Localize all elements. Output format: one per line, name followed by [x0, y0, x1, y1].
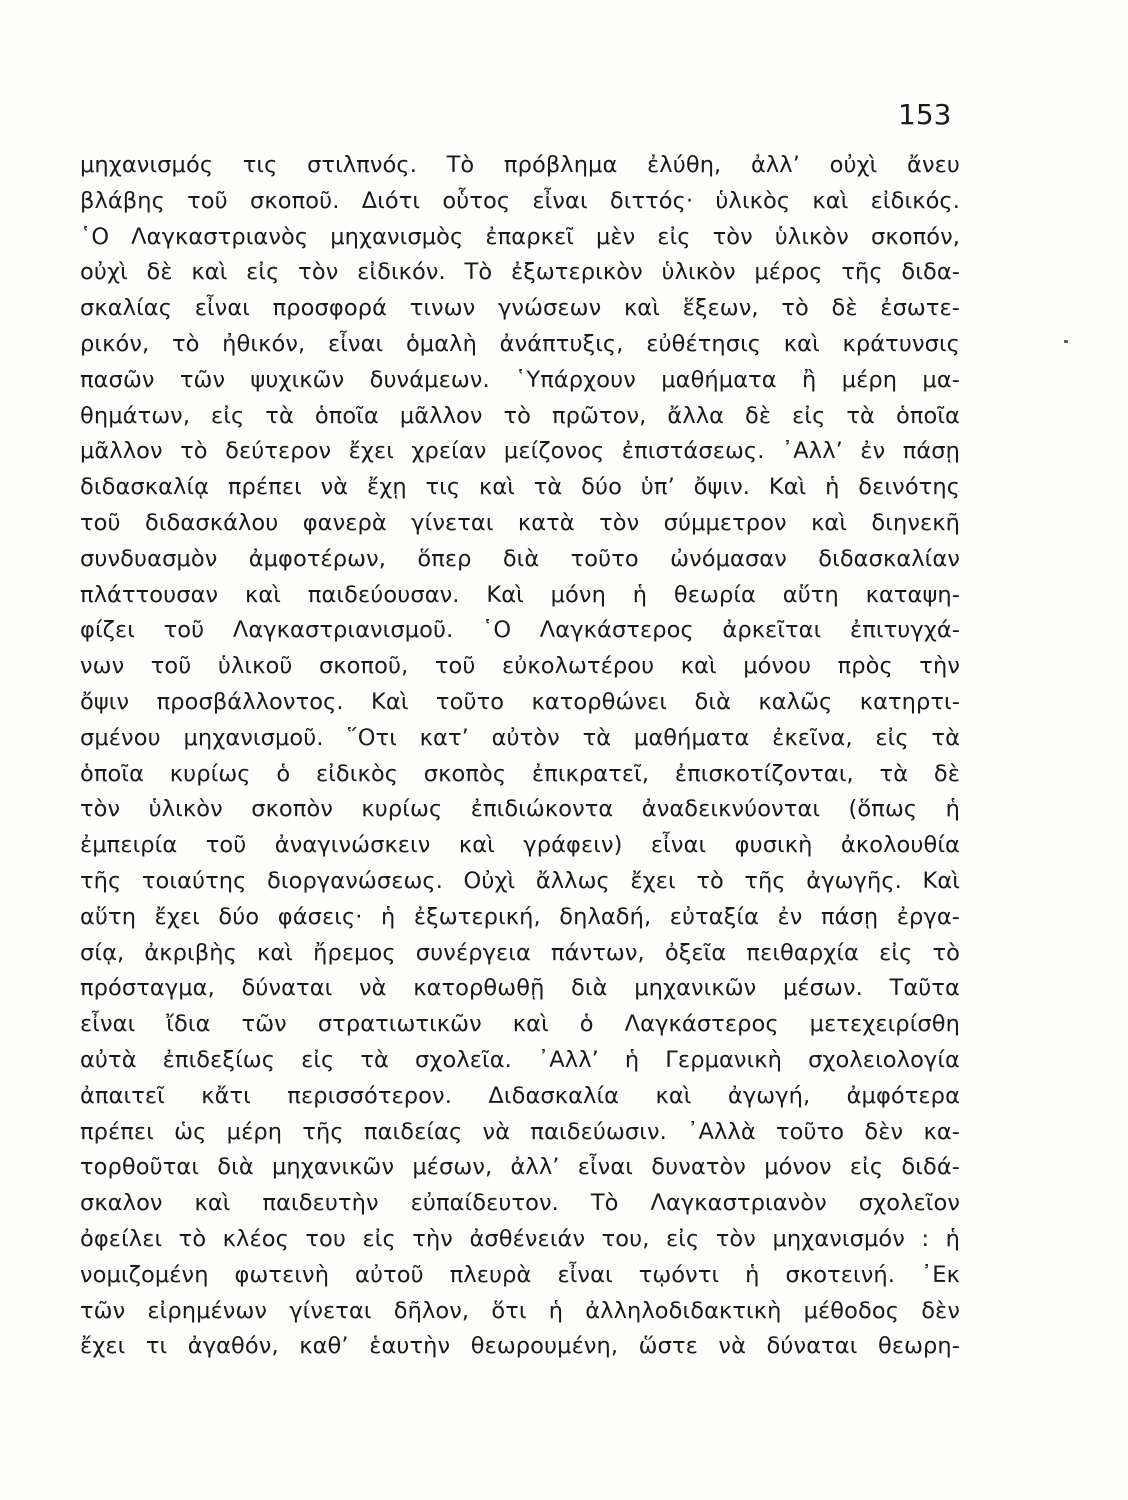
text-line: νων τοῦ ὑλικοῦ σκοποῦ, τοῦ εὐκολωτέρου καὶ μόνου πρὸς τὴν [80, 653, 960, 680]
text-line: ὀφείλει τὸ κλέος του εἰς τὴν ἀσθένειάν του, εἰς τὸν μηχανισμόν : ἡ [80, 1225, 960, 1252]
text-line: σκαλον καὶ παιδευτὴν εὐπαίδευτον. Τὸ Λαγκαστριανὸν σχολεῖον [80, 1190, 960, 1217]
body-text [80, 148, 960, 1365]
text-line: πρόσταγμα, δύναται νὰ κατορθωθῇ διὰ μηχανικῶν μέσων. Ταῦτα [80, 975, 960, 1002]
text-line: ἀπαιτεῖ κἄτι περισσότερον. Διδασκαλία καὶ ἀγωγή, ἀμφότερα [80, 1082, 960, 1109]
text-line: οὐχὶ δὲ καὶ εἰς τὸν εἰδικόν. Τὸ ἐξωτερικὸν ὑλικὸν μέρος τῆς διδα- [80, 259, 960, 286]
text-line: ρικόν, τὸ ἠθικόν, εἶναι ὁμαλὴ ἀνάπτυξις, εὐθέτησις καὶ κράτυνσις [80, 330, 960, 357]
page-number: 153 [898, 98, 952, 131]
text-line: ὁποῖα κυρίως ὁ εἰδικὸς σκοπὸς ἐπικρατεῖ, ἐπισκοτίζονται, τὰ δὲ [80, 760, 960, 787]
text-line: φίζει τοῦ Λαγκαστριανισμοῦ. ῾Ο Λαγκάστερος ἀρκεῖται ἐπιτυγχά- [80, 617, 960, 644]
text-line: πασῶν τῶν ψυχικῶν δυνάμεων. ῾Υπάρχουν μαθήματα ἢ μέρη μα- [80, 366, 960, 393]
text-line: μᾶλλον τὸ δεύτερον ἔχει χρείαν μείζονος ἐπιστάσεως. ᾿Αλλ’ ἐν πάσῃ [80, 438, 960, 465]
text-line: μηχανισμός τις στιλπνός. Τὸ πρόβλημα ἐλύθη, ἀλλ’ οὐχὶ ἄνευ [80, 152, 960, 178]
text-line: νομιζομένη φωτεινὴ αὐτοῦ πλευρὰ εἶναι τῳόντι ἡ σκοτεινή. ᾿Εκ [80, 1261, 960, 1288]
text-line: αὐτὰ ἐπιδεξίως εἰς τὰ σχολεῖα. ᾿Αλλ’ ἡ Γερμανικὴ σχολειολογία [80, 1046, 960, 1073]
text-line: ἐμπειρία τοῦ ἀναγινώσκειν καὶ γράφειν) εἶναι φυσικὴ ἀκολουθία [80, 832, 960, 859]
text-line: τὸν ὑλικὸν σκοπὸν κυρίως ἐπιδιώκοντα ἀναδεικνύονται (ὅπως ἡ [80, 796, 960, 823]
text-line: τῆς τοιαύτης διοργανώσεως. Οὐχὶ ἄλλως ἔχει τὸ τῆς ἀγωγῆς. Καὶ [80, 867, 960, 894]
text-line: πλάττουσαν καὶ παιδεύουσαν. Καὶ μόνη ἡ θεωρία αὕτη καταψη- [80, 581, 960, 608]
text-line: τορθοῦται διὰ μηχανικῶν μέσων, ἀλλ’ εἶναι δυνατὸν μόνον εἰς διδά- [80, 1154, 960, 1181]
text-line: σμένου μηχανισμοῦ. ῞Οτι κατ’ αὐτὸν τὰ μαθήματα ἐκεῖνα, εἰς τὰ [80, 724, 960, 751]
text-line: σκαλίας εἶναι προσφορά τινων γνώσεων καὶ ἕξεων, τὸ δὲ ἐσωτε- [80, 295, 960, 322]
text-line: συνδυασμὸν ἀμφοτέρων, ὅπερ διὰ τοῦτο ὠνόμασαν διδασκαλίαν [80, 545, 960, 572]
text-line: αὕτη ἔχει δύο φάσεις· ἡ ἐξωτερική, δηλαδή, εὐταξία ἐν πάσῃ ἐργα- [80, 903, 960, 930]
text-line: διδασκαλίᾳ πρέπει νὰ ἔχῃ τις καὶ τὰ δύο ὑπ’ ὄψιν. Καὶ ἡ δεινότης [80, 474, 960, 501]
scan-speck [1064, 340, 1068, 343]
text-line: εἶναι ἴδια τῶν στρατιωτικῶν καὶ ὁ Λαγκάστερος μετεχειρίσθη [80, 1011, 960, 1038]
text-line: ὄψιν προσβάλλοντος. Καὶ τοῦτο κατορθώνει διὰ καλῶς κατηρτι- [80, 688, 960, 715]
text-line: πρέπει ὡς μέρη τῆς παιδείας νὰ παιδεύωσιν. ᾿Αλλὰ τοῦτο δὲν κα- [80, 1118, 960, 1145]
text-line: τοῦ διδασκάλου φανερὰ γίνεται κατὰ τὸν σύμμετρον καὶ διηνεκῆ [80, 509, 960, 536]
text-line: ῾Ο Λαγκαστριανὸς μηχανισμὸς ἐπαρκεῖ μὲν εἰς τὸν ὑλικὸν σκοπόν, [80, 223, 960, 250]
text-line: τῶν εἰρημένων γίνεται δῆλον, ὅτι ἡ ἀλληλοδιδακτικὴ μέθοδος δὲν [80, 1297, 960, 1324]
text-line: ἔχει τι ἀγαθόν, καθ’ ἑαυτὴν θεωρουμένη, ὥστε νὰ δύναται θεωρη- [80, 1333, 960, 1360]
text-line: βλάβης τοῦ σκοποῦ. Διότι οὗτος εἶναι διττός· ὑλικὸς καὶ εἰδικός. [80, 187, 960, 214]
text-line: θημάτων, εἰς τὰ ὁποῖα μᾶλλον τὸ πρῶτον, ἄλλα δὲ εἰς τὰ ὁποῖα [80, 402, 960, 429]
text-line: σίᾳ, ἀκριβὴς καὶ ἤρεμος συνέργεια πάντων, ὀξεῖα πειθαρχία εἰς τὸ [80, 939, 960, 966]
